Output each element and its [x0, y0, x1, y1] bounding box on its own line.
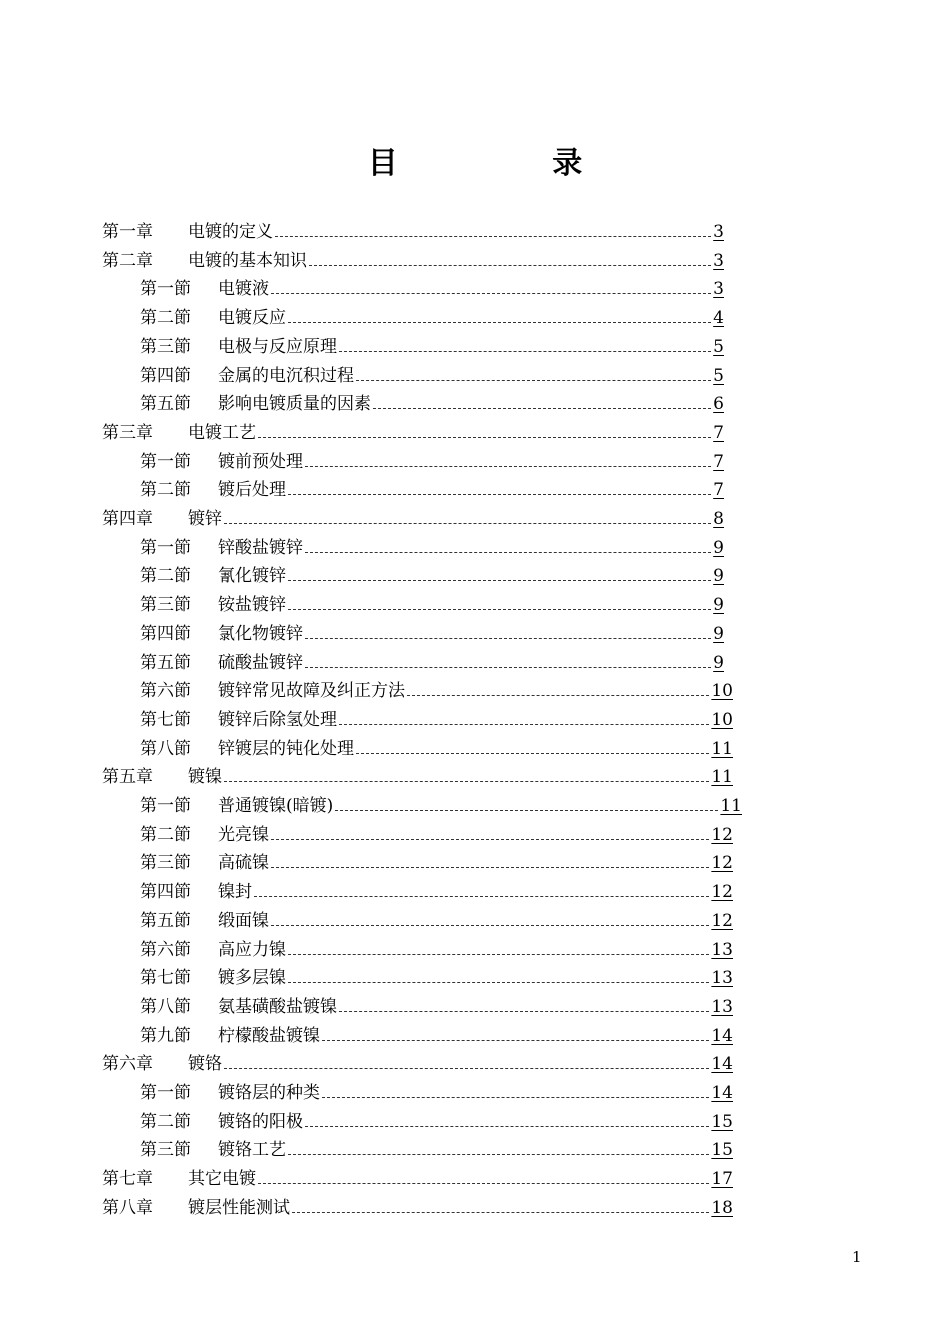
toc-section-entry[interactable]	[140, 558, 724, 586]
toc-entry-number: 第九節	[140, 1025, 191, 1046]
toc-title: 目 录	[367, 146, 655, 181]
toc-entry-title: 镀多层镍	[218, 968, 286, 989]
toc-chapter-entry[interactable]	[102, 243, 724, 271]
toc-entry-title: 硫酸盐镀锌	[218, 652, 303, 673]
toc-entry-number: 第三節	[140, 336, 191, 357]
toc-dot-leader	[305, 666, 711, 668]
toc-dot-leader	[254, 895, 709, 897]
toc-entry-title: 氨基磺酸盐镀镍	[218, 996, 337, 1017]
toc-entry-title: 铵盐镀锌	[218, 595, 286, 616]
toc-entry-title: 锌酸盐镀锌	[218, 537, 303, 558]
toc-section-entry[interactable]	[140, 731, 733, 759]
toc-dot-leader	[305, 1125, 709, 1127]
toc-entry-number: 第三章	[102, 422, 153, 443]
toc-dot-leader	[373, 407, 711, 409]
toc-dot-leader	[339, 350, 711, 352]
toc-dot-leader	[339, 723, 709, 725]
toc-entry-page: 7	[713, 451, 724, 472]
toc-chapter-entry[interactable]	[102, 759, 733, 787]
toc-dot-leader	[322, 1039, 709, 1041]
toc-entry-page: 12	[711, 853, 733, 874]
toc-section-entry[interactable]	[140, 329, 724, 357]
toc-dot-leader	[356, 379, 711, 381]
toc-entry-title: 缎面镍	[218, 910, 269, 931]
toc-entry-title: 镀锌	[188, 509, 222, 529]
toc-dot-leader	[258, 1182, 709, 1184]
toc-entry-page: 13	[711, 968, 733, 989]
toc-entry-number: 第八節	[140, 738, 191, 759]
toc-dot-leader	[356, 752, 709, 754]
toc-entry-number: 第五節	[140, 652, 191, 673]
toc-entry-page: 3	[713, 250, 724, 271]
toc-entry-number: 第六章	[102, 1054, 153, 1075]
toc-entry-number: 第四節	[140, 623, 191, 644]
toc-entry-title: 镀锌后除氢处理	[218, 709, 337, 730]
toc-entry-title: 电镀的基本知识	[188, 250, 307, 271]
toc-section-entry[interactable]	[140, 903, 733, 931]
toc-entry-number: 第七節	[140, 709, 191, 730]
toc-dot-leader	[305, 637, 711, 639]
toc-section-entry[interactable]	[140, 1104, 733, 1132]
toc-entry-title: 高应力镍	[218, 939, 286, 960]
toc-entry-title: 其它电镀	[188, 1169, 256, 1190]
toc-dot-leader	[271, 838, 709, 840]
toc-entry-page: 7	[713, 422, 724, 443]
toc-entry-number: 第一節	[140, 451, 191, 472]
toc-entry-title: 电镀的定义	[188, 222, 273, 242]
toc-section-entry[interactable]	[140, 788, 742, 816]
toc-entry-page: 15	[711, 1111, 733, 1132]
toc-dot-leader	[258, 436, 711, 438]
toc-dot-leader	[288, 321, 711, 323]
toc-section-entry[interactable]	[140, 472, 724, 500]
toc-chapter-entry[interactable]	[102, 501, 724, 529]
toc-dot-leader	[224, 1067, 709, 1069]
toc-entry-page: 10	[711, 681, 733, 702]
toc-entry-number: 第二節	[140, 480, 191, 501]
toc-dot-leader	[275, 235, 711, 237]
toc-section-entry[interactable]	[140, 817, 733, 845]
toc-entry-page: 7	[713, 480, 724, 501]
toc-dot-leader	[224, 780, 709, 782]
toc-entry-page: 4	[713, 308, 724, 329]
toc-entry-page: 12	[711, 824, 733, 845]
toc-entry-number: 第六節	[140, 939, 191, 960]
toc-entry-title: 光亮镍	[218, 824, 269, 845]
toc-section-entry[interactable]	[140, 587, 724, 615]
toc-entry-page: 13	[711, 996, 733, 1017]
toc-entry-title: 镀镍	[188, 767, 222, 788]
toc-entry-number: 第八章	[102, 1197, 153, 1218]
toc-entry-number: 第一節	[140, 1083, 191, 1103]
toc-dot-leader	[288, 1153, 709, 1155]
toc-section-entry[interactable]	[140, 702, 733, 730]
toc-chapter-entry[interactable]	[102, 415, 724, 443]
toc-entry-page: 18	[711, 1197, 733, 1218]
toc-entry-page: 12	[711, 882, 733, 903]
toc-entry-number: 第一節	[140, 796, 191, 816]
toc-entry-title: 普通镀镍(暗镀)	[218, 796, 334, 816]
toc-entry-page: 14	[711, 1025, 733, 1046]
toc-entry-title: 镀后处理	[218, 480, 286, 501]
toc-entry-number: 第四章	[102, 509, 153, 529]
toc-entry-title: 镀铬工艺	[218, 1140, 286, 1161]
toc-entry-page: 6	[713, 394, 724, 415]
toc-dot-leader	[271, 866, 709, 868]
toc-entry-number: 第一節	[140, 537, 191, 558]
toc-entry-number: 第二節	[140, 1111, 191, 1132]
toc-chapter-entry[interactable]	[102, 1161, 733, 1189]
toc-entry-page: 12	[711, 910, 733, 931]
toc-entry-title: 高硫镍	[218, 853, 269, 874]
toc-entry-number: 第五節	[140, 910, 191, 931]
toc-section-entry[interactable]	[140, 444, 724, 472]
toc-entry-page: 8	[713, 509, 724, 529]
toc-entry-title: 柠檬酸盐镀镍	[218, 1025, 320, 1046]
toc-entry-page: 11	[711, 738, 733, 759]
toc-entry-title: 电镀反应	[218, 308, 286, 329]
toc-dot-leader	[288, 493, 711, 495]
toc-entry-title: 电极与反应原理	[218, 336, 337, 357]
toc-entry-title: 影响电镀质量的因素	[218, 394, 371, 415]
toc-entry-page: 15	[711, 1140, 733, 1161]
toc-dot-leader	[305, 551, 711, 553]
toc-entry-number: 第三節	[140, 853, 191, 874]
page-number: 1	[852, 1248, 862, 1266]
toc-entry-number: 第四節	[140, 365, 191, 386]
toc-entry-number: 第二節	[140, 566, 191, 587]
toc-entry-number: 第七章	[102, 1169, 153, 1190]
toc-entry-page: 11	[720, 796, 742, 816]
toc-entry-page: 5	[713, 336, 724, 357]
toc-entry-page: 9	[713, 652, 724, 673]
toc-entry-page: 13	[711, 939, 733, 960]
toc-entry-number: 第四節	[140, 882, 191, 903]
toc-section-entry[interactable]	[140, 874, 733, 902]
toc-section-entry[interactable]	[140, 358, 724, 386]
toc-entry-number: 第五節	[140, 394, 191, 415]
toc-section-entry[interactable]	[140, 530, 724, 558]
toc-entry-page: 9	[713, 623, 724, 644]
toc-entry-page: 11	[711, 767, 733, 788]
toc-section-entry[interactable]	[140, 1132, 733, 1160]
toc-entry-page: 5	[713, 365, 724, 386]
toc-entry-number: 第二節	[140, 824, 191, 845]
toc-entry-number: 第六節	[140, 681, 191, 702]
toc-entry-page: 17	[711, 1169, 733, 1190]
toc-section-entry[interactable]	[140, 1075, 733, 1103]
toc-entry-title: 锌镀层的钝化处理	[218, 738, 354, 759]
toc-dot-leader	[322, 1096, 709, 1098]
toc-entry-number: 第八節	[140, 996, 191, 1017]
toc-section-entry[interactable]	[140, 1018, 733, 1046]
toc-entry-page: 10	[711, 709, 733, 730]
toc-chapter-entry[interactable]	[102, 1046, 733, 1074]
toc-entry-title: 金属的电沉积过程	[218, 365, 354, 386]
toc-chapter-entry[interactable]	[102, 1190, 733, 1218]
toc-entry-title: 镀铬层的种类	[218, 1083, 320, 1103]
toc-dot-leader	[288, 953, 709, 955]
toc-dot-leader	[288, 608, 711, 610]
toc-entry-title: 镀锌常见故障及纠正方法	[218, 681, 405, 702]
toc-section-entry[interactable]	[140, 645, 724, 673]
toc-dot-leader	[224, 522, 711, 524]
toc-dot-leader	[292, 1211, 709, 1213]
toc-entry-title: 镀铬	[188, 1054, 222, 1075]
toc-entry-page: 9	[713, 537, 724, 558]
toc-entry-number: 第二節	[140, 308, 191, 329]
toc-entry-title: 氯化物镀锌	[218, 623, 303, 644]
toc-section-entry[interactable]	[140, 271, 724, 299]
toc-entry-number: 第三節	[140, 1140, 191, 1161]
toc-dot-leader	[288, 579, 711, 581]
toc-section-entry[interactable]	[140, 989, 733, 1017]
toc-entry-number: 第二章	[102, 250, 153, 271]
toc-entry-number: 第三節	[140, 595, 191, 616]
toc-entry-title: 电镀液	[218, 279, 269, 300]
toc-section-entry[interactable]	[140, 616, 724, 644]
toc-entry-number: 第一章	[102, 222, 153, 242]
toc-section-entry[interactable]	[140, 932, 733, 960]
toc-dot-leader	[305, 465, 711, 467]
toc-entry-title: 镀层性能测试	[188, 1197, 290, 1218]
toc-entry-title: 镀前预处理	[218, 451, 303, 472]
toc-entry-title: 氰化镀锌	[218, 566, 286, 587]
toc-dot-leader	[339, 1010, 709, 1012]
toc-entry-page: 9	[713, 566, 724, 587]
toc-section-entry[interactable]	[140, 960, 733, 988]
toc-dot-leader	[309, 264, 711, 266]
toc-entry-number: 第一節	[140, 279, 191, 300]
toc-chapter-entry[interactable]	[102, 214, 724, 242]
toc-section-entry[interactable]	[140, 845, 733, 873]
toc-entry-number: 第五章	[102, 767, 153, 788]
toc-dot-leader	[288, 981, 709, 983]
toc-dot-leader	[335, 809, 718, 811]
toc-entry-page: 9	[713, 595, 724, 616]
toc-entry-page: 3	[713, 222, 724, 242]
toc-entry-title: 镀铬的阳极	[218, 1111, 303, 1132]
toc-dot-leader	[407, 694, 709, 696]
toc-dot-leader	[271, 292, 711, 294]
toc-section-entry[interactable]	[140, 300, 724, 328]
toc-entry-title: 镍封	[218, 882, 252, 903]
toc-entry-page: 14	[711, 1054, 733, 1075]
toc-section-entry[interactable]	[140, 386, 724, 414]
toc-entry-title: 电镀工艺	[188, 422, 256, 443]
toc-dot-leader	[271, 924, 709, 926]
toc-entry-number: 第七節	[140, 968, 191, 989]
toc-entry-page: 14	[711, 1083, 733, 1103]
toc-entry-page: 3	[713, 279, 724, 300]
toc-section-entry[interactable]	[140, 673, 733, 701]
